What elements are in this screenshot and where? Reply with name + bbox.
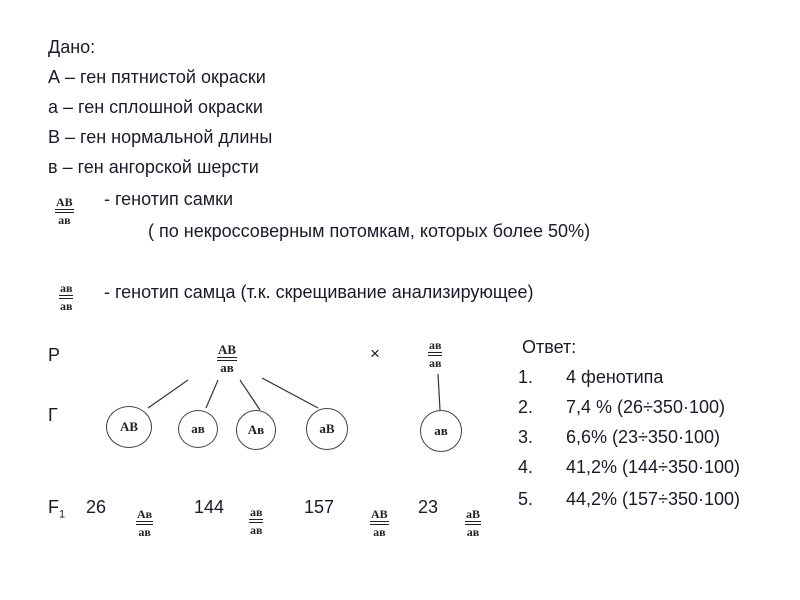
parents-label: Р <box>48 345 61 365</box>
gametes-label: Г <box>48 405 58 425</box>
female-genotype-note: ( по некроссоверным потомкам, которых более 50%) <box>148 221 591 241</box>
given-line-2: а – ген сплошной окраски <box>48 97 263 117</box>
given-line-1: А – ген пятнистой окраски <box>48 67 266 87</box>
female-genotype-bottom: ав <box>58 213 71 227</box>
male-genotype-label: - генотип самца (т.к. скрещивание анализирующее) <box>104 282 534 302</box>
male-genotype-bottom: ав <box>60 299 73 313</box>
gamete-male: ав <box>420 410 462 452</box>
male-genotype-top: ав <box>60 281 73 295</box>
answer-item-5: 5. 44,2% (157÷350·100) <box>518 489 740 509</box>
offspring-count-3: 157 <box>304 497 335 517</box>
answer-item-2: 2. 7,4 % (26÷350·100) <box>518 397 725 417</box>
answer-item-3: 3. 6,6% (23÷350·100) <box>518 427 720 447</box>
answer-item-4: 4. 41,2% (144÷350·100) <box>518 457 740 477</box>
gamete-female-3: Ав <box>236 410 276 450</box>
gamete-female-1: АВ <box>106 406 152 448</box>
f1-label: $F_1$ <box>48 497 66 521</box>
gamete-female-4: аВ <box>306 408 348 450</box>
offspring-genotype-1: Ав ав <box>137 507 153 539</box>
offspring-count-1: 26 <box>86 497 107 517</box>
given-title: Дано: <box>48 37 96 57</box>
parent-female-genotype: АВ ав <box>218 342 237 375</box>
gamete-female-2: ав <box>178 410 218 448</box>
offspring-count-4: 23 <box>418 497 439 517</box>
offspring-genotype-2: ав ав <box>250 505 263 537</box>
given-line-3: В – ген нормальной длины <box>48 127 273 147</box>
answer-title: Ответ: <box>522 337 577 357</box>
answer-item-1: 1. 4 фенотипа <box>518 367 664 387</box>
female-genotype-top: АВ <box>56 195 73 209</box>
cross-symbol: × <box>370 344 380 363</box>
offspring-count-2: 144 <box>194 497 225 517</box>
offspring-genotype-4: аВ ав <box>466 507 481 539</box>
offspring-genotype-3: АВ ав <box>371 507 388 539</box>
female-genotype-label: - генотип самки <box>104 189 234 209</box>
parent-male-genotype: ав ав <box>429 338 442 370</box>
given-line-4: в – ген ангорской шерсти <box>48 157 259 177</box>
